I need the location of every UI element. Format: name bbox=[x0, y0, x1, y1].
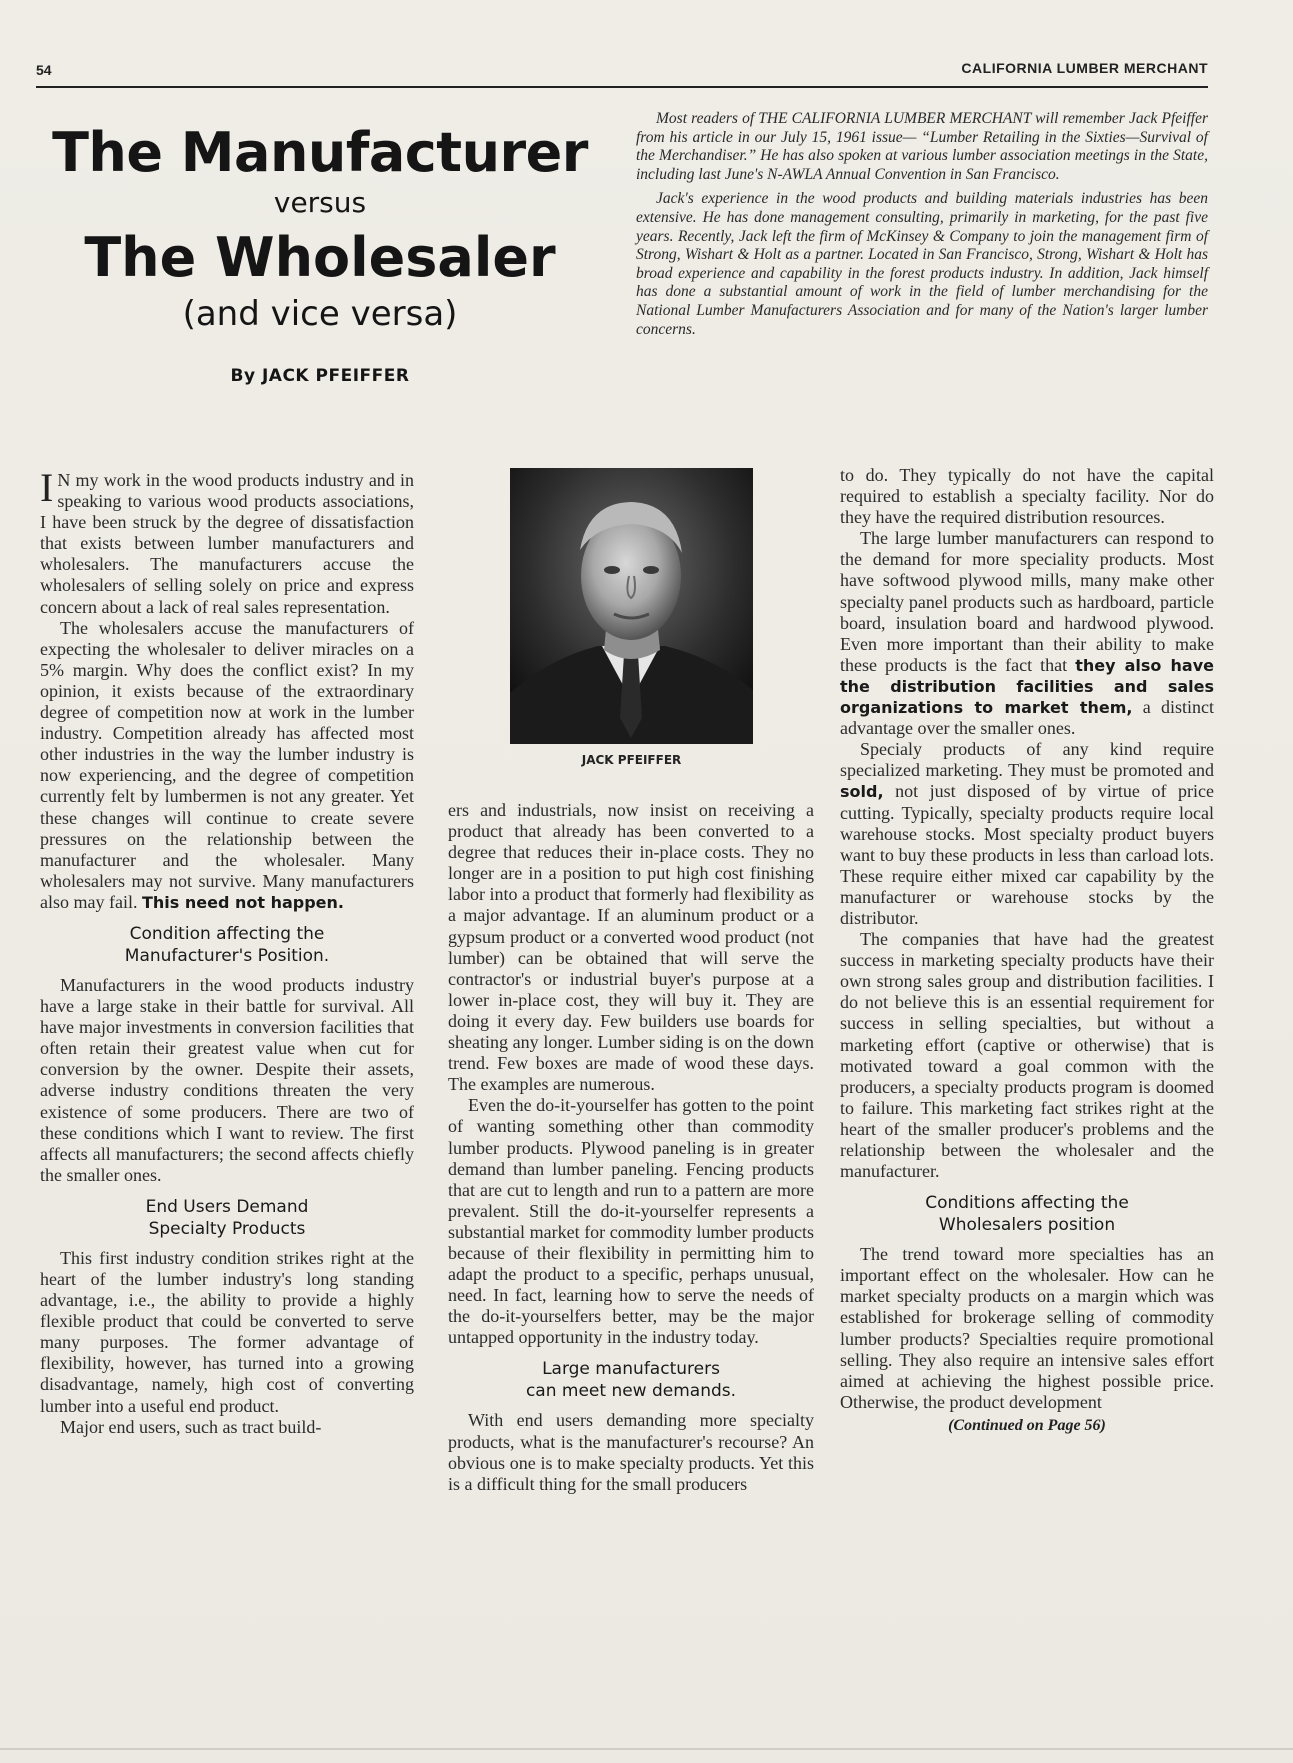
byline: By JACK PFEIFFER bbox=[230, 366, 410, 386]
col2-paragraph-3: With end users demanding more specialty products, what is the manufacturer's recourse? An obvious one is to make specialty products. Yet this is a difficult thing for the small producers bbox=[448, 1410, 814, 1494]
drop-cap: I bbox=[40, 465, 54, 510]
intro-paragraph-1: Most readers of THE CALIFORNIA LUMBER MERCHANT will remember Jack Pfeiffer from his article in our July 15, 1961 issue— “Lumber Retailing in the Sixties—Survival of the Merchandiser.” He has also spoken at various lumber association meetings in the State, including last June's N-AWLA Annual Convention in San Francisco. bbox=[636, 110, 1208, 183]
col1-paragraph-1: I N my work in the wood products industry and in speaking to various wood products associations, I have been struck by the degree of dissatisfaction that exists between lumber manufacturers and wholesalers. The manufacturers accuse the wholesalers of selling solely on price and express concern about a lack of real sales representation. bbox=[40, 465, 414, 617]
section-heading: End Users Demand Specialty Products bbox=[145, 1196, 309, 1239]
portrait-image bbox=[510, 468, 753, 744]
col3-paragraph-5: The trend toward more specialties has an important effect on the wholesaler. How can he market specialty products on a margin which was established for brokerage selling of commodity lumber products? Specialties require promotional selling. They also require an intensive sales effort aimed at achieving the highest possible price. Otherwise, the product development bbox=[840, 1244, 1214, 1412]
title-line-3: The Wholesaler bbox=[84, 226, 556, 289]
col2-paragraph-2: Even the do-it-yourselfer has gotten to the point of wanting something other than commodity lumber products. Plywood paneling is in greater demand than lumber paneling. Fencing products that are cut to length and run to a pattern are more prevalent. Still the do-it-yourselfer represents a substantial market for commodity lumber products because of their flexibility in permitting him to adapt the product to a specific, perhaps unusual, need. In fact, learning how to serve the needs of the do-it-yourselfers better, may be the major untapped opportunity in the industry today. bbox=[448, 1095, 814, 1348]
title-line-1: The Manufacturer bbox=[52, 121, 588, 184]
col3-paragraph-4: The companies that have had the greatest success in marketing specialty products have their own strong sales group and distribution facilities. I do not believe this is an essential requirement for success in selling specialties, but without a marketing effort (captive or otherwise) that is motivated toward a goal common with the producers, a specialty products program is doomed to failure. This marketing fact strikes right at the heart of the smaller producer's problems and the relationship between the wholesaler and the manufacturer. bbox=[840, 929, 1214, 1182]
section-heading: Condition affecting the Manufacturer's Position. bbox=[124, 923, 330, 966]
article-title-block bbox=[40, 118, 600, 386]
emphasis-text: sold, bbox=[840, 782, 884, 802]
col1-paragraph-5: Major end users, such as tract build- bbox=[60, 1416, 322, 1437]
author-introduction bbox=[636, 110, 1208, 339]
title-line-4: (and vice versa) bbox=[182, 294, 458, 334]
col1-paragraph-4: This first industry condition strikes right at the heart of the lumber industry's long standing advantage, i.e., the ability to provide a highly flexible product that could be converted to serve many purposes. The former advantage of flexibility, however, has turned into a growing disadvantage, namely, high cost of converting lumber into a useful end product. bbox=[40, 1247, 414, 1416]
article-column-3 bbox=[840, 465, 1214, 1436]
publication-name: CALIFORNIA LUMBER MERCHANT bbox=[961, 60, 1208, 76]
section-heading: Large manufacturers can meet new demands. bbox=[525, 1359, 737, 1402]
emphasis-text: This need not happen. bbox=[141, 892, 344, 912]
col2-paragraph-1: ers and industrials, now insist on receiving a product that already has been converted to a degree that reduces their in-place costs. They no longer are in a position to put high cost finishing labor into a product that formerly had flexibility as a major advantage. If an aluminum product or a gypsum product or a converted wood product (not lumber) can be obtained that will serve the contractor's or industrial buyer's purpose at a lower in-place cost, they will buy it. They are doing it every day. Few builders use boards for sheating any longer. Lumber siding is on the down trend. Few boxes are made of wood these days. The examples are numerous. bbox=[448, 800, 814, 1095]
page-number: 54 bbox=[36, 62, 52, 78]
page-bottom-edge bbox=[0, 1748, 1293, 1750]
author-portrait-photo bbox=[510, 468, 753, 744]
col1-paragraph-3: Manufacturers in the wood products industry have a large stake in their battle for survival. All have major investments in conversion facilities that often retain their greatest value when cut for conversion by the owner. Despite their assets, adverse industry conditions threaten the very existence of some producers. There are two of these conditions which I want to review. The first affects all manufacturers; the second affects chiefly the smaller ones. bbox=[40, 974, 414, 1185]
continued-notice: (Continued on Page 56) bbox=[948, 1416, 1106, 1434]
col1-paragraph-2: The wholesalers accuse the manufacturers of expecting the wholesaler to deliver miracles on a 5% margin. Why does the conflict exist? In my opinion, it exists because of the extraordinary degree of competition now at work in the lumber industry. Competition already has affected most other industries in the way the lumber industry is now experiencing, and the degree of competition currently felt by lumbermen is not any greater. Yet these changes will continue to create severe pressures on the relationship between the manufacturer and the wholesaler. Many wholesalers may not survive. Many manufacturers also may fail. This need not happen. bbox=[40, 617, 414, 912]
col3-paragraph-3: Specialy products of any kind require specialized marketing. They must be promoted and sold, not just disposed of by virtue of price cutting. Typically, specialty products require local warehouse stocks. Most specialty product buyers want to buy these products in less than carload lots. These require either mixed car capability by the manufacturer or warehouse stocks by the distributor. bbox=[840, 739, 1214, 928]
article-column-2 bbox=[448, 800, 814, 1495]
article-column-1 bbox=[40, 465, 414, 1438]
col3-paragraph-2: The large lumber manufacturers can respond to the demand for more speciality products. Most have softwood plywood mills, many make other specialty panel products such as hardboard, particle board, insulation board and hardwood plywood. Even more important than their ability to make these products is the fact that they also have the distribution facilities and sales organizations to market them, a distinct advantage over the smaller ones. bbox=[840, 528, 1215, 739]
section-heading: Conditions affecting the Wholesalers position bbox=[925, 1193, 1129, 1236]
emphasis-text: they also have the distribution facilities and sales organizations to market them, bbox=[840, 655, 1214, 718]
photo-caption: JACK PFEIFFER bbox=[581, 753, 682, 767]
intro-paragraph-2: Jack's experience in the wood products and building materials industries has been extensive. He has done management consulting, primarily in marketing, for the past five years. Recently, Jack left the firm of McKinsey & Company to join the management firm of Strong, Wishart & Holt as a partner. Located in San Francisco, Strong, Wishart & Holt has broad experience and capability in the forest products industry. In addition, Jack himself has done a substantial amount of work in the field of lumber merchandising for the National Lumber Manufacturers Association and for many of the Nation's larger lumber concerns. bbox=[636, 190, 1208, 338]
col3-paragraph-1: to do. They typically do not have the capital required to establish a specialty facility. Nor do they have the required distribution resources. bbox=[840, 465, 1214, 528]
title-line-2: versus bbox=[273, 186, 367, 219]
page-header bbox=[36, 62, 1208, 88]
